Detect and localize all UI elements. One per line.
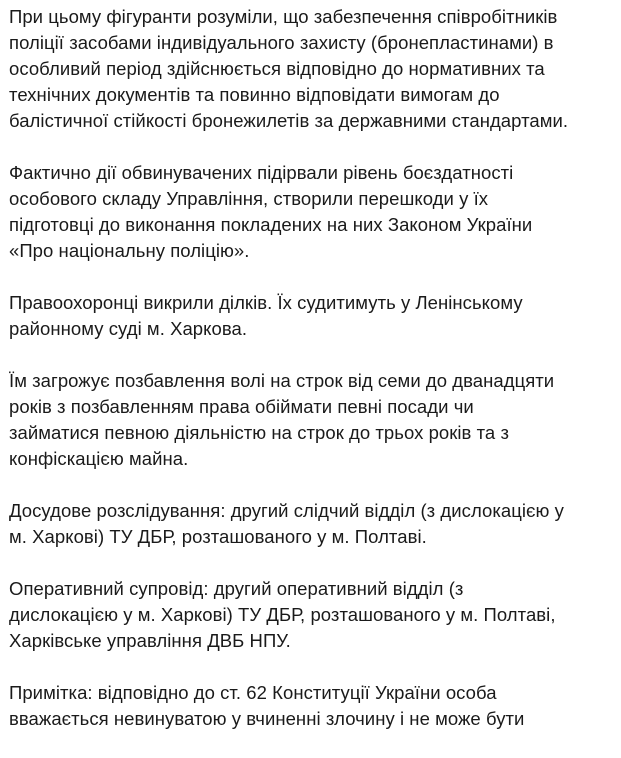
text-line: особливий період здійснюється відповідно до нормативних та <box>9 58 545 79</box>
paragraph-ppe-requirements <box>9 4 621 134</box>
text-line: м. Харкові) ТУ ДБР, розташованого у м. Полтаві. <box>9 526 427 547</box>
text-line: вважається невинуватою у вчиненні злочину і не може бути <box>9 708 525 729</box>
text-line: Харківське управління ДВБ НПУ. <box>9 630 291 651</box>
paragraph-penalty <box>9 368 621 472</box>
text-line: технічних документів та повинно відповідати вимогам до <box>9 84 500 105</box>
text-line: Досудове розслідування: другий слідчий відділ (з дислокацією у <box>9 500 564 521</box>
paragraph-note <box>9 680 621 732</box>
text-line: «Про національну поліцію». <box>9 240 250 261</box>
text-line: районному суді м. Харкова. <box>9 318 248 339</box>
text-line: особового складу Управління, створили перешкоди у їх <box>9 188 489 209</box>
text-line: займатися певною діяльністю на строк до трьох років та з <box>9 422 509 443</box>
text-line: При цьому фігуранти розуміли, що забезпечення співробітників <box>9 6 558 27</box>
text-line: поліції засобами індивідуального захисту (бронепластинами) в <box>9 32 554 53</box>
text-line: балістичної стійкості бронежилетів за державними стандартами. <box>9 110 569 131</box>
text-line: років з позбавленням права обіймати певні посади чи <box>9 396 474 417</box>
text-line: Правоохоронці викрили ділків. Їх судитимуть у Ленінському <box>9 292 523 313</box>
paragraph-court <box>9 290 621 342</box>
paragraph-pretrial-investigation <box>9 498 621 550</box>
text-line: Примітка: відповідно до ст. 62 Конституції України особа <box>9 682 497 703</box>
paragraph-operational-support <box>9 576 621 654</box>
text-line: конфіскацією майна. <box>9 448 189 469</box>
text-line: Їм загрожує позбавлення волі на строк від семи до дванадцяти <box>9 370 555 391</box>
text-line: Фактично дії обвинувачених підірвали рівень боєздатності <box>9 162 514 183</box>
article-body <box>9 4 621 758</box>
text-line: дислокацією у м. Харкові) ТУ ДБР, розташованого у м. Полтаві, <box>9 604 556 625</box>
text-line: підготовці до виконання покладених на них Законом України <box>9 214 533 235</box>
text-line: Оперативний супровід: другий оперативний відділ (з <box>9 578 464 599</box>
paragraph-combat-readiness <box>9 160 621 264</box>
